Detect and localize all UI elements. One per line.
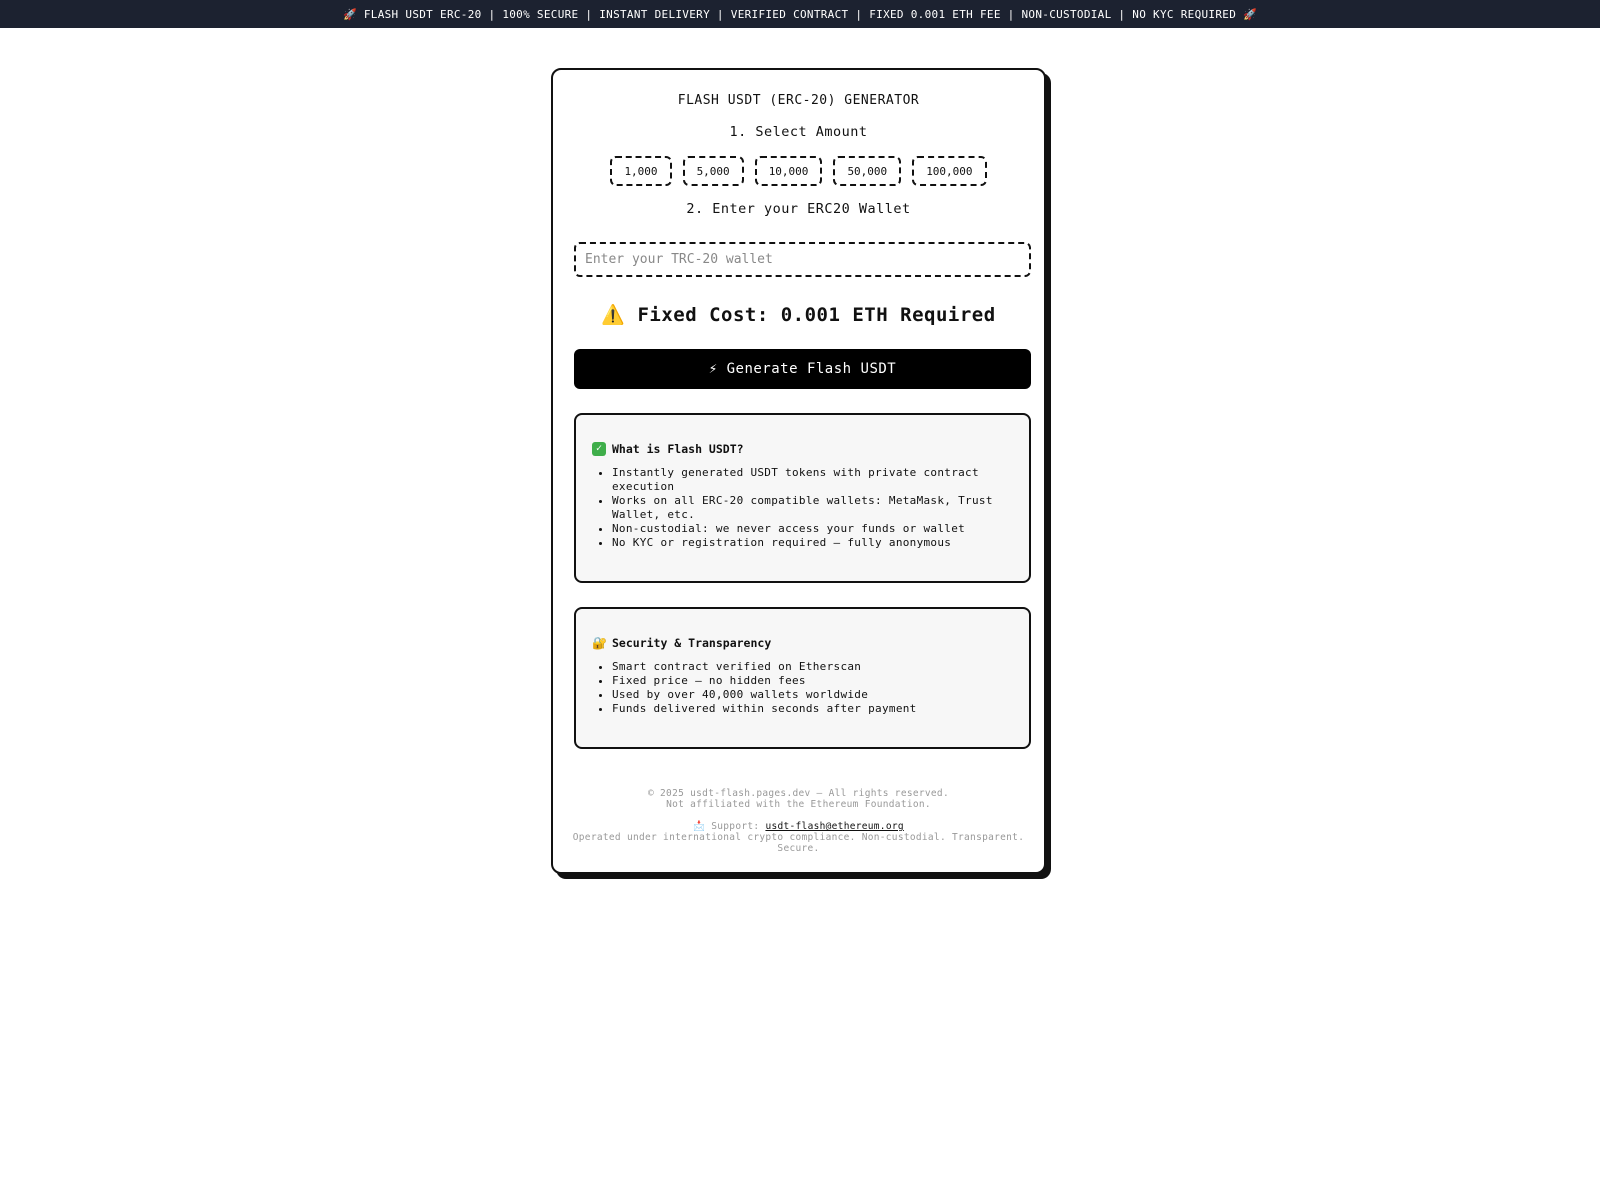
amount-button-5000[interactable]: 5,000 (683, 156, 744, 186)
security-list (592, 660, 1013, 716)
step-wallet-label: 2. Enter your ERC20 Wallet (686, 201, 911, 217)
fixed-cost-notice (553, 303, 1044, 326)
top-banner (0, 0, 1600, 28)
footer-compliance: Operated under international crypto compliance. Non-custodial. Transparent. Secure. (572, 832, 1025, 854)
amount-button-1000[interactable]: 1,000 (610, 156, 671, 186)
amount-button-100000[interactable]: 100,000 (912, 156, 986, 186)
security-heading-text: Security & Transparency (612, 636, 772, 650)
support-label: 📩 Support: (693, 821, 760, 832)
generator-card (551, 68, 1046, 874)
footer-disclaimer: Not affiliated with the Ethereum Foundation. (666, 799, 931, 810)
list-item: • Works on all ERC-20 compatible wallets: MetaMask, Trust Wallet, etc. (612, 494, 1013, 522)
amount-button-10000[interactable]: 10,000 (755, 156, 823, 186)
footer (563, 788, 1034, 854)
list-item: • No KYC or registration required — fully anonymous (612, 536, 1013, 550)
info-box (574, 413, 1031, 583)
fixed-cost-text: Fixed Cost: 0.001 ETH Required (637, 304, 996, 326)
footer-copyright: © 2025 usdt-flash.pages.dev — All rights reserved. (648, 788, 949, 799)
check-icon: ✓ (592, 442, 606, 456)
info-heading (592, 442, 1013, 456)
wallet-input[interactable] (574, 242, 1031, 277)
lock-icon: 🔐 (592, 636, 607, 650)
list-item: • Smart contract verified on Etherscan (612, 660, 1013, 674)
list-item: • Used by over 40,000 wallets worldwide (612, 688, 1013, 702)
generate-button[interactable]: ⚡ Generate Flash USDT (574, 349, 1031, 389)
warning-icon: ⚠️ (601, 304, 626, 326)
list-item: • Non-custodial: we never access your funds or wallet (612, 522, 1013, 536)
banner-text: 🚀 FLASH USDT ERC-20 | 100% SECURE | INSTANT DELIVERY | VERIFIED CONTRACT | FIXED 0.001 ETH FEE | NON-CUSTODIAL | NO KYC REQUIRED 🚀 (342, 7, 1258, 21)
list-item: • Funds delivered within seconds after payment (612, 702, 1013, 716)
support-email-link[interactable]: usdt-flash@ethereum.org (765, 821, 904, 832)
security-heading (592, 636, 1013, 650)
footer-support (563, 821, 1034, 832)
list-item: • Fixed price — no hidden fees (612, 674, 1013, 688)
amount-button-50000[interactable]: 50,000 (833, 156, 901, 186)
security-box (574, 607, 1031, 749)
list-item: • Instantly generated USDT tokens with private contract execution (612, 466, 1013, 494)
step-select-amount-label: 1. Select Amount (729, 124, 868, 140)
info-heading-text: What is Flash USDT? (612, 442, 744, 456)
page-title: FLASH USDT (ERC-20) GENERATOR (677, 93, 920, 108)
amount-options (553, 156, 1044, 186)
info-list (592, 466, 1013, 550)
